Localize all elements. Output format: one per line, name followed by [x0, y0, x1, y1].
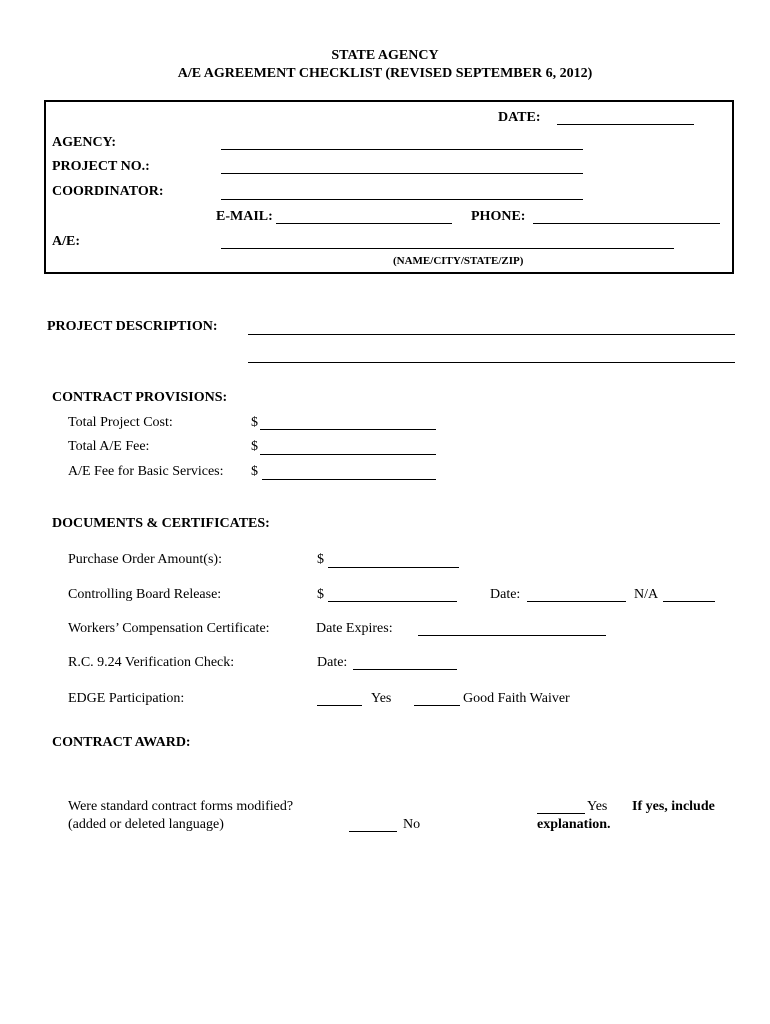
controlling-board-amount-field[interactable]	[328, 601, 457, 602]
forms-modified-no-label: No	[403, 817, 421, 832]
total-project-cost-dollar: $	[251, 415, 258, 430]
workers-comp-expires-label: Date Expires:	[316, 621, 393, 636]
ae-label: A/E:	[52, 234, 80, 249]
controlling-board-na-label: N/A	[634, 587, 659, 602]
ae-field[interactable]	[221, 248, 674, 249]
purchase-order-label: Purchase Order Amount(s):	[68, 552, 222, 567]
project-description-line-2[interactable]	[248, 362, 735, 363]
controlling-board-date-field[interactable]	[527, 601, 626, 602]
email-label: E-MAIL:	[216, 209, 273, 224]
rc-date-label: Date:	[317, 655, 348, 670]
date-label: DATE:	[498, 110, 541, 125]
phone-field[interactable]	[533, 223, 720, 224]
ae-hint: (NAME/CITY/STATE/ZIP)	[393, 255, 524, 267]
ae-fee-basic-label: A/E Fee for Basic Services:	[68, 464, 224, 479]
total-ae-fee-label: Total A/E Fee:	[68, 439, 150, 454]
forms-modified-no-field[interactable]	[349, 831, 397, 832]
explanation-note-continued: explanation.	[537, 817, 611, 832]
project-no-field[interactable]	[221, 173, 583, 174]
forms-modified-question-note: (added or deleted language)	[68, 817, 224, 832]
documents-heading: DOCUMENTS & CERTIFICATES:	[52, 516, 270, 531]
workers-comp-label: Workers’ Compensation Certificate:	[68, 621, 270, 636]
project-description-label: PROJECT DESCRIPTION:	[47, 319, 218, 334]
explanation-note: If yes, include	[632, 799, 715, 814]
contract-provisions-heading: CONTRACT PROVISIONS:	[52, 390, 228, 405]
form-title: STATE AGENCY	[331, 48, 439, 63]
controlling-board-dollar: $	[317, 587, 324, 602]
coordinator-field[interactable]	[221, 199, 583, 200]
edge-waiver-label: Good Faith Waiver	[463, 691, 570, 706]
controlling-board-na-field[interactable]	[663, 601, 715, 602]
rc-date-field[interactable]	[353, 669, 457, 670]
edge-yes-field[interactable]	[317, 705, 362, 706]
rc-verification-label: R.C. 9.24 Verification Check:	[68, 655, 235, 670]
total-project-cost-label: Total Project Cost:	[68, 415, 173, 430]
form-subtitle: A/E AGREEMENT CHECKLIST (REVISED SEPTEMBER 6, 2012)	[177, 66, 593, 81]
forms-modified-question: Were standard contract forms modified?	[68, 799, 294, 814]
contract-award-heading: CONTRACT AWARD:	[52, 735, 191, 750]
edge-participation-label: EDGE Participation:	[68, 691, 185, 706]
forms-modified-yes-label: Yes	[587, 799, 608, 814]
purchase-order-dollar: $	[317, 552, 324, 567]
phone-label: PHONE:	[471, 209, 526, 224]
total-project-cost-field[interactable]	[260, 429, 436, 430]
agency-field[interactable]	[221, 149, 583, 150]
project-description-line-1[interactable]	[248, 334, 735, 335]
purchase-order-field[interactable]	[328, 567, 459, 568]
edge-yes-label: Yes	[371, 691, 392, 706]
total-ae-fee-field[interactable]	[260, 454, 436, 455]
workers-comp-expires-field[interactable]	[418, 635, 606, 636]
email-field[interactable]	[276, 223, 452, 224]
total-ae-fee-dollar: $	[251, 439, 258, 454]
controlling-board-date-label: Date:	[490, 587, 521, 602]
project-no-label: PROJECT NO.:	[52, 159, 150, 174]
edge-waiver-field[interactable]	[414, 705, 460, 706]
forms-modified-yes-field[interactable]	[537, 813, 585, 814]
agency-label: AGENCY:	[52, 135, 117, 150]
ae-fee-basic-dollar: $	[251, 464, 258, 479]
coordinator-label: COORDINATOR:	[52, 184, 164, 199]
controlling-board-label: Controlling Board Release:	[68, 587, 222, 602]
ae-fee-basic-field[interactable]	[262, 479, 436, 480]
date-field[interactable]	[557, 124, 694, 125]
